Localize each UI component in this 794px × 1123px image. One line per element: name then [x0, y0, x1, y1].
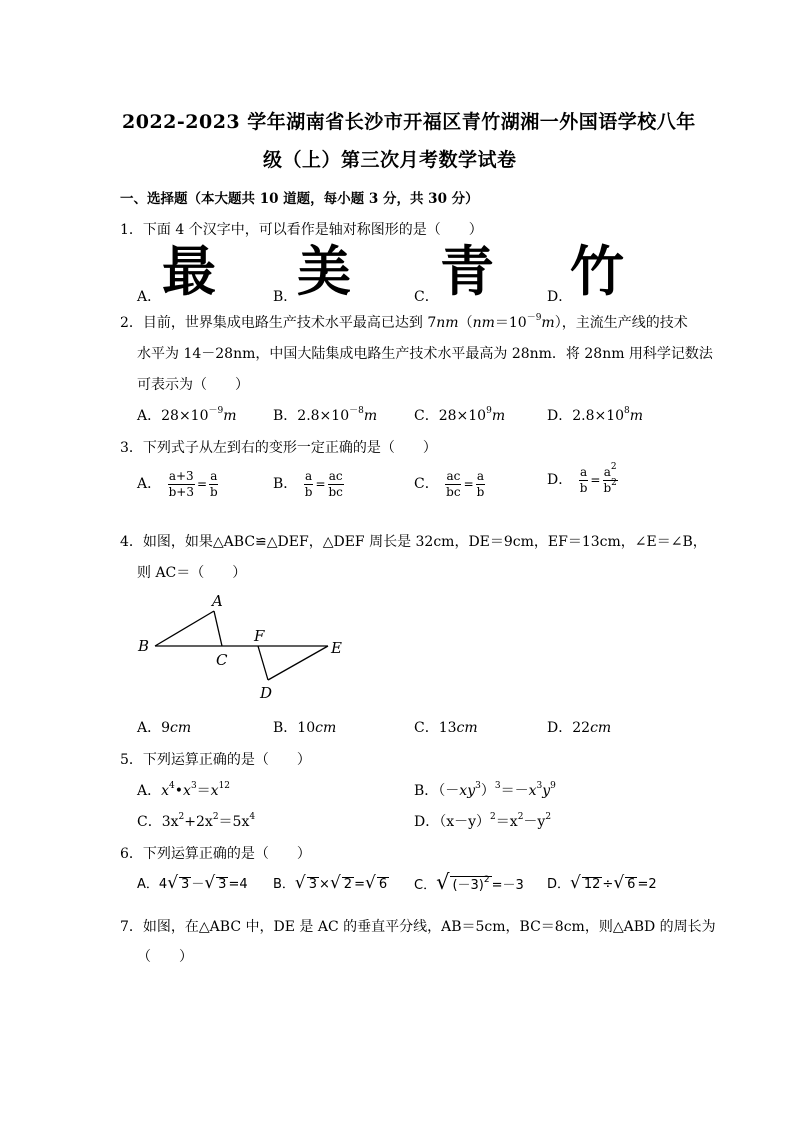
q4-segment-ba — [155, 611, 214, 646]
q1-label-c: C． — [414, 289, 439, 305]
q5-option-c: C．$3x^2+2x^2=5x^4$ — [137, 812, 256, 830]
q4-option-b: B．10cm — [273, 720, 337, 736]
q4-point-e: E — [331, 639, 342, 657]
q1-label-a: A． — [137, 289, 162, 305]
q2-line-1: 2．目前，世界集成电路生产技术水平最高已达到 $7nm(nm=10^{-9}m)$，主流生产线的技术 — [120, 313, 688, 331]
q2-option-b: B．$2.8\times 10^{-8}m$ — [273, 406, 378, 424]
q3-stem: 3．下列式子从左到右的变形一定正确的是（ ） — [120, 440, 437, 456]
q2-option-c: C．$28\times 10^9m$ — [414, 406, 506, 424]
q5-stem: 5．下列运算正确的是（ ） — [120, 752, 311, 768]
q1-label-d: D． — [547, 289, 573, 305]
q1-stem: 1．下面 4 个汉字中，可以看作是轴对称图形的是（ ） — [120, 222, 483, 238]
q4-point-a: A — [212, 592, 223, 610]
q4-segment-de — [268, 646, 328, 680]
q5-option-d: D．$(x-y)^2=x^2-y^2$ — [414, 812, 552, 830]
q7-line-1: 7．如图，在△ABC 中，DE 是 AC 的垂直平分线，AB＝5cm，BC＝8cm，则△ABD 的周长为 — [120, 919, 716, 935]
title-line-2: 级（上）第三次月考数学试卷 — [263, 149, 517, 171]
q2-line-2: 水平为 14－28nm，中国大陆集成电路生产技术水平最高为 28nm．将 28nm 用科学记数法 — [137, 346, 713, 362]
q4-option-a: A．9cm — [137, 720, 192, 736]
q3-option-c: C． $\frac{ac}{bc}$ = $\frac{a}{b}$ — [414, 469, 485, 499]
section-heading: 一、选择题（本大题共 10 道题，每小题 3 分，共 30 分） — [120, 191, 479, 207]
q4-line-2: 则 AC＝（ ） — [137, 565, 247, 581]
q6-option-b: B．√ 3 ×√ 2 =√ 6 — [273, 873, 388, 893]
q6-option-d: D．√ 12 ÷√ 6 =2 — [547, 873, 657, 893]
q4-segment-fd — [258, 646, 268, 680]
q5-option-b: B．$(-xy^3)^3=-x^3y^9$ — [414, 781, 556, 799]
q2-option-a: A．$28\times 10^{-9}m$ — [137, 406, 237, 424]
q1-label-b: B． — [273, 289, 298, 305]
q4-segment-ac — [214, 611, 222, 646]
q1-char-c: 青 — [440, 240, 494, 303]
q4-line-1: 4．如图，如果△ABC≌△DEF，△DEF 周长是 32cm，DE＝9cm，EF＝13cm，∠E＝∠B， — [120, 534, 707, 550]
q6-stem: 6．下列运算正确的是（ ） — [120, 846, 311, 862]
q4-figure — [130, 588, 360, 708]
q7-line-2: （ ） — [137, 949, 193, 965]
title-line-1: 2022-2023 学年湖南省长沙市开福区青竹湖湘一外国语学校八年 — [122, 111, 696, 133]
q4-point-f: F — [254, 627, 265, 645]
q4-point-d: D — [260, 684, 273, 702]
q1-char-b: 美 — [297, 240, 351, 303]
q6-option-c: C．√ $(-3)^2 =-3$ — [414, 870, 524, 894]
q2-line-3: 可表示为（ ） — [137, 377, 249, 393]
q5-option-a: A．$x^4•x^3=x^{12}$ — [137, 781, 231, 799]
q4-option-d: D．22cm — [547, 720, 612, 736]
q4-option-c: C．13cm — [414, 720, 478, 736]
q4-point-b: B — [138, 637, 150, 655]
q6-option-a: A．4√ 3 －√ 3 =4 — [137, 873, 248, 893]
q1-char-a: 最 — [162, 240, 216, 303]
q3-option-d: D． $\frac{a}{b}$ = $\frac{a^2}{b^2}$ — [547, 462, 617, 495]
q3-option-a: A． $\frac{a+3}{b+3}$ = $\frac{a}{b}$ — [137, 469, 218, 499]
q3-option-b: B． $\frac{a}{b}$ = $\frac{ac}{bc}$ — [273, 469, 343, 499]
q4-point-c: C — [216, 651, 228, 669]
q1-char-d: 竹 — [570, 240, 624, 303]
q2-option-d: D．$2.8\times 10^8m$ — [547, 406, 644, 424]
